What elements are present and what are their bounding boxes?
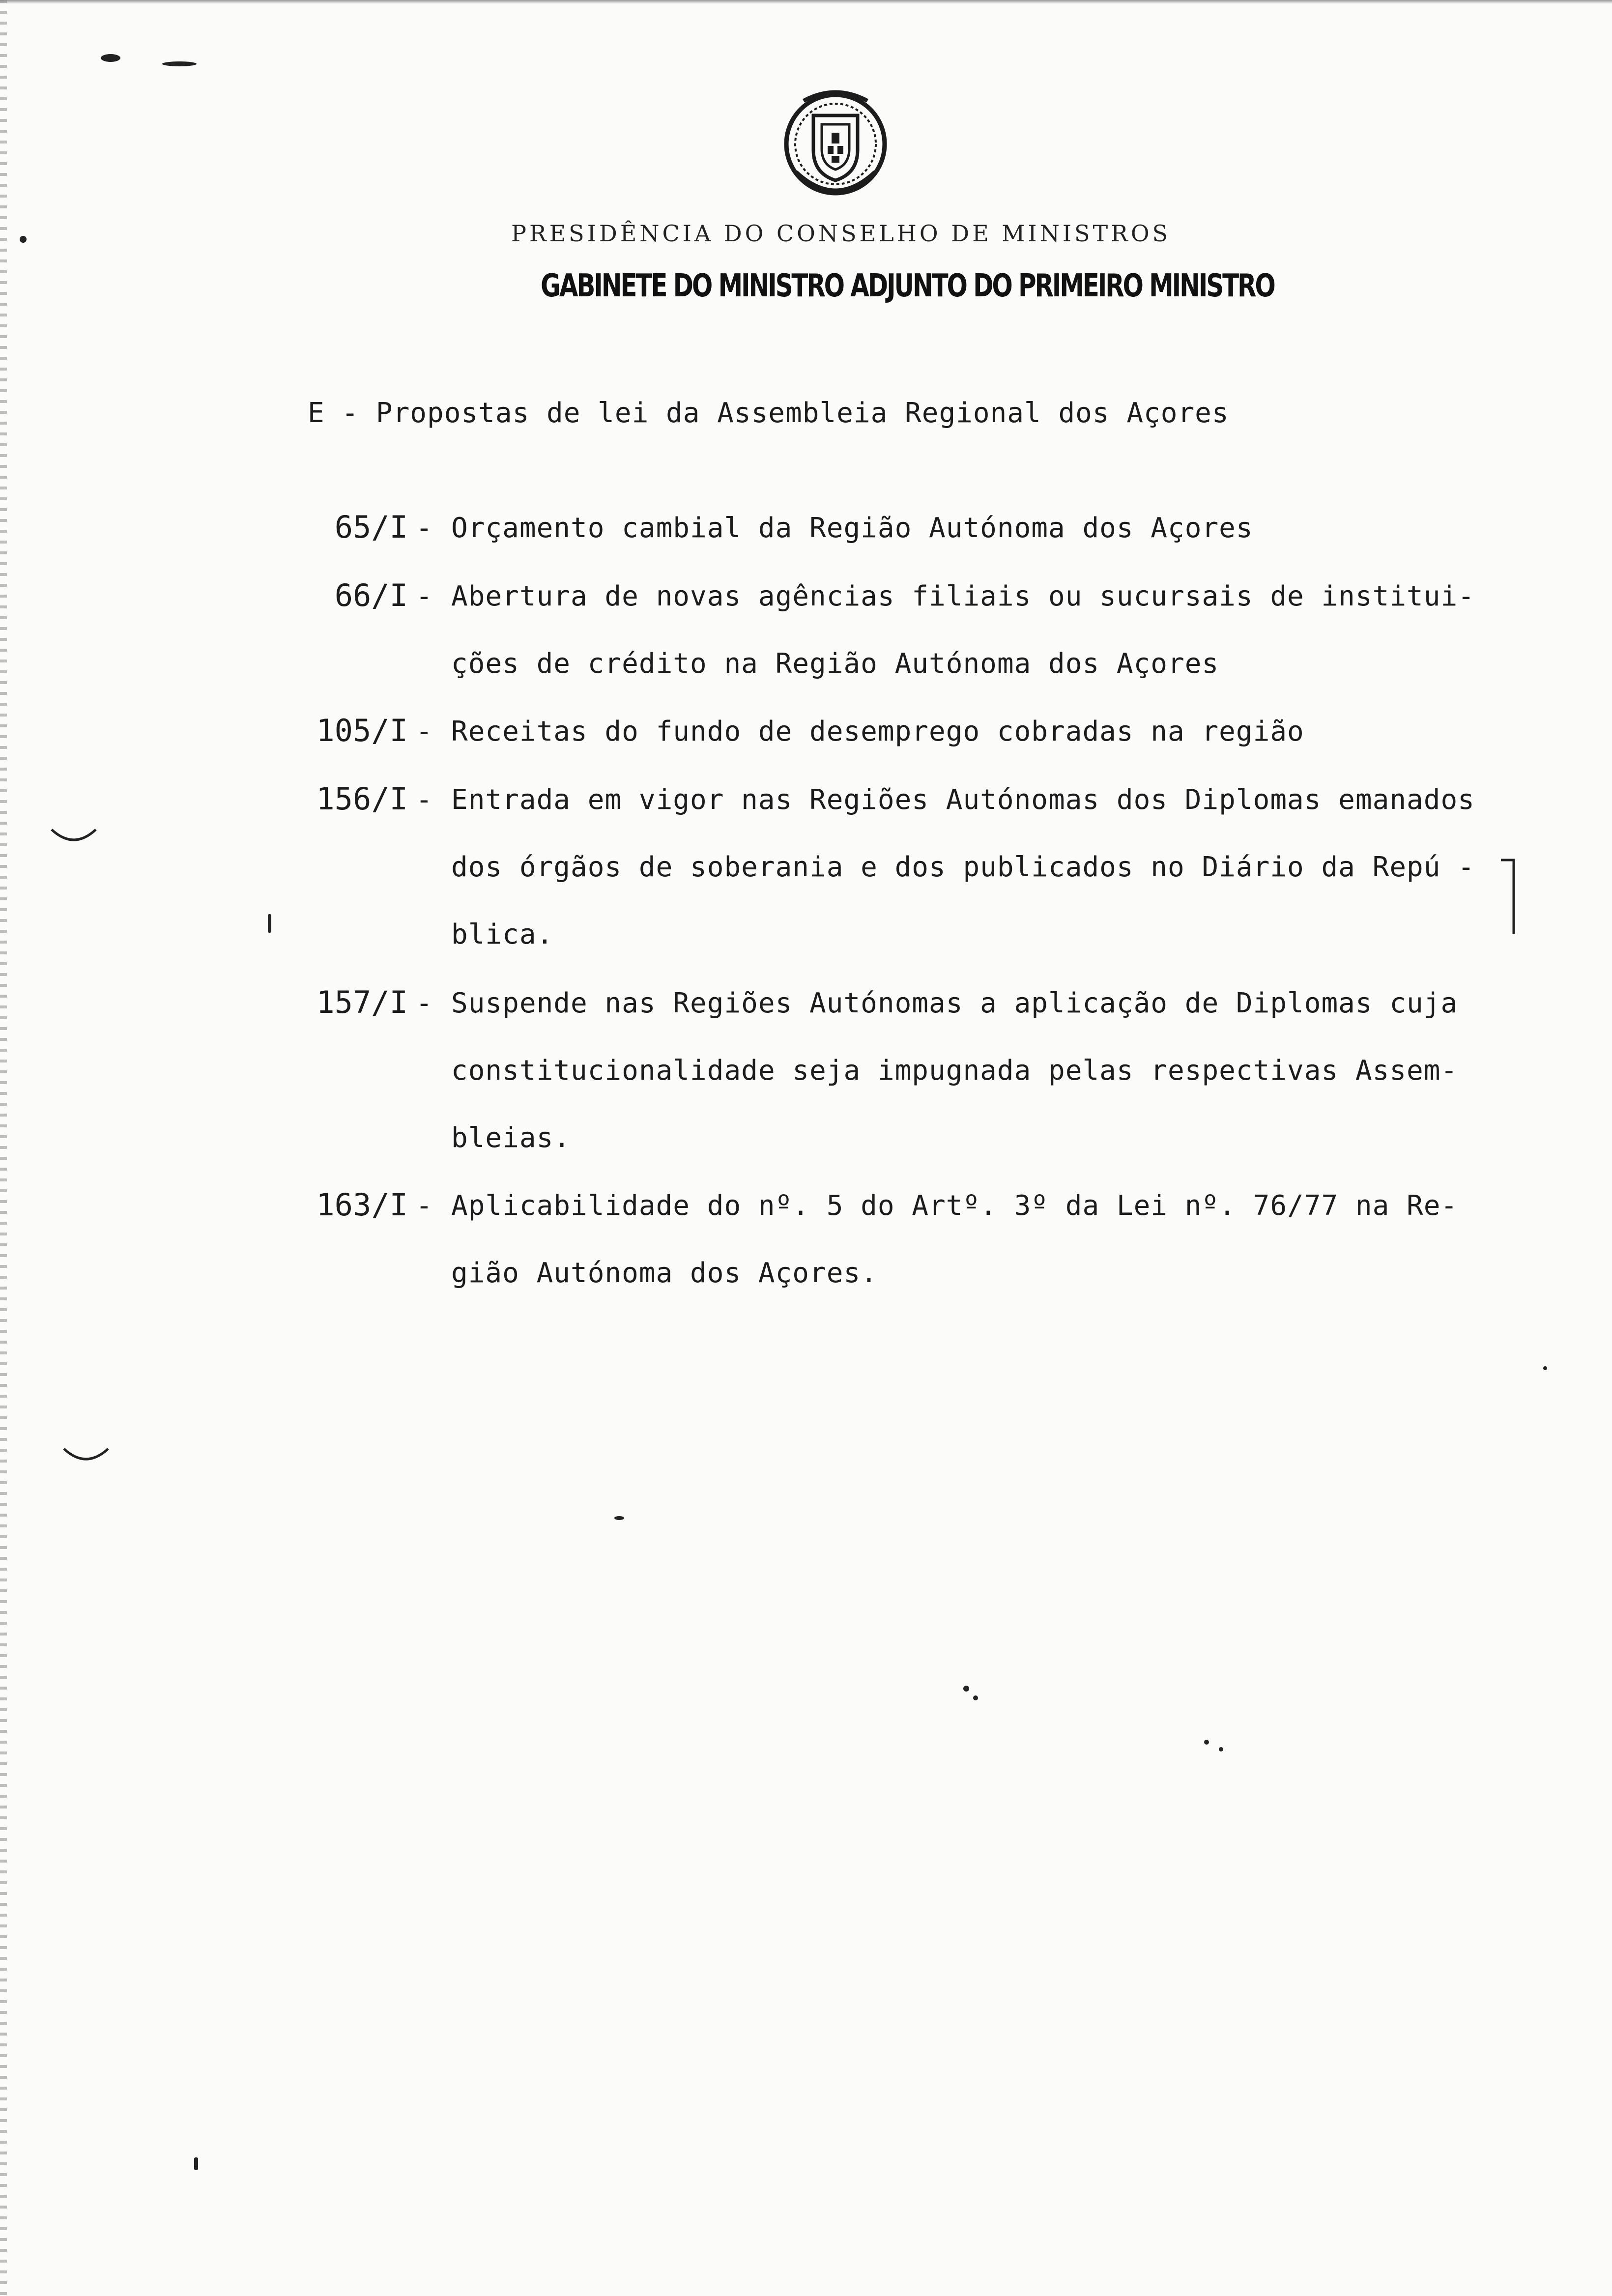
margin-bracket-mark	[1499, 855, 1519, 939]
scan-speck	[1543, 1366, 1547, 1370]
scan-speck	[963, 1686, 969, 1692]
item-text-line: gião Autónoma dos Açores.	[451, 1257, 878, 1289]
item-text-line: Orçamento cambial da Região Autónoma dos Açores	[451, 512, 1253, 544]
scan-speck	[268, 914, 271, 933]
scan-speck	[20, 236, 27, 243]
scan-top-edge	[0, 0, 1612, 4]
scan-speck	[1219, 1747, 1223, 1751]
item-text-line: constitucionalidade seja impugnada pelas respectivas Assem-	[451, 1055, 1458, 1087]
item-dash: -	[416, 580, 432, 612]
margin-curve-mark	[49, 826, 98, 850]
item-text-line: Receitas do fundo de desemprego cobradas na região	[451, 716, 1304, 747]
item-code: 66/I	[334, 577, 408, 613]
item-dash: -	[416, 784, 432, 816]
margin-curve-mark	[61, 1445, 111, 1469]
item-text-line: Abertura de novas agências filiais ou sucursais de institui-	[451, 580, 1475, 612]
item-text-line: Entrada em vigor nas Regiões Autónomas dos Diplomas emanados	[451, 784, 1475, 816]
item-text-line: dos órgãos de soberania e dos publicados no Diário da Repú -	[451, 851, 1475, 883]
item-text-line: blica.	[451, 918, 554, 950]
item-code: 105/I	[316, 713, 408, 748]
item-dash: -	[416, 512, 432, 544]
item-dash: -	[416, 1190, 432, 1222]
section-heading: E - Propostas de lei da Assembleia Regional dos Açores	[308, 397, 1229, 429]
office-header: GABINETE DO MINISTRO ADJUNTO DO PRIMEIRO MINISTRO	[541, 268, 1274, 304]
item-code: 156/I	[316, 781, 408, 817]
item-text-line: Suspende nas Regiões Autónomas a aplicação de Diplomas cuja	[451, 987, 1458, 1019]
scan-speck	[101, 54, 120, 62]
scan-speck	[614, 1516, 624, 1520]
item-code: 65/I	[334, 509, 408, 545]
item-text-line: bleias.	[451, 1122, 571, 1154]
item-code: 163/I	[316, 1187, 408, 1223]
scan-left-edge	[0, 0, 7, 2296]
item-code: 157/I	[316, 984, 408, 1020]
scan-speck	[162, 61, 197, 66]
item-dash: -	[416, 716, 432, 747]
item-dash: -	[416, 987, 432, 1019]
coat-of-arms-seal-icon	[777, 86, 894, 209]
item-text-line: Aplicabilidade do nº. 5 do Artº. 3º da Lei nº. 76/77 na Re-	[451, 1190, 1458, 1222]
institution-header: PRESIDÊNCIA DO CONSELHO DE MINISTROS	[511, 220, 1171, 247]
scan-speck	[194, 2157, 198, 2170]
scan-speck	[1204, 1740, 1209, 1745]
scan-speck	[973, 1695, 978, 1700]
item-text-line: ções de crédito na Região Autónoma dos Açores	[451, 648, 1219, 680]
